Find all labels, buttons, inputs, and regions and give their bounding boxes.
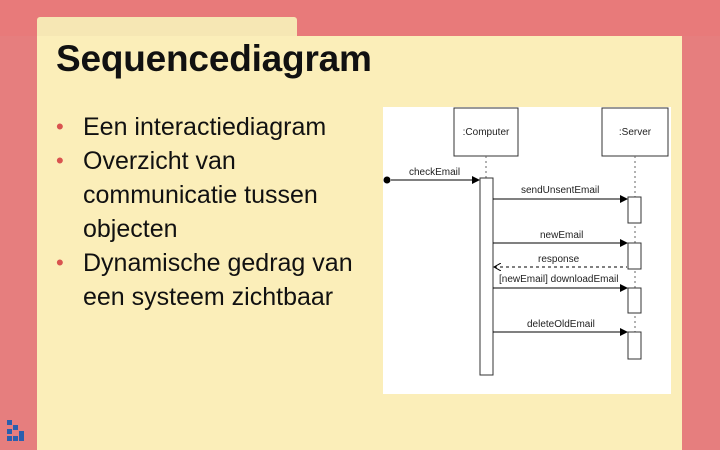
start-point-icon (384, 177, 391, 184)
server-activation (628, 332, 641, 359)
bullet-item (56, 246, 366, 314)
computer-object-label: :Computer (462, 127, 510, 138)
logo-icon (6, 419, 26, 443)
message-label: newEmail (540, 230, 584, 241)
server-object-label: :Server (618, 127, 652, 138)
bullet-dot-icon: • (56, 148, 64, 173)
bullet-text: Een interactiediagram (83, 113, 327, 141)
server-activation (628, 197, 641, 223)
bullet-list (56, 110, 366, 314)
slide-title: Sequencediagram (56, 38, 372, 79)
bullet-dot-icon: • (56, 114, 64, 139)
message-label: sendUnsentEmail (521, 185, 600, 196)
bullet-text: Overzicht van communicatie tussen objecten (83, 147, 318, 243)
message-label: checkEmail (409, 167, 461, 178)
sequence-diagram (383, 107, 671, 394)
server-activation (628, 243, 641, 269)
bullet-item (56, 110, 366, 144)
computer-activation (480, 178, 493, 375)
bullet-text: Dynamische gedrag van een systeem zichtbaar (83, 249, 353, 311)
bullet-item (56, 144, 366, 246)
sequence-diagram-canvas (383, 107, 671, 394)
bullet-dot-icon: • (56, 250, 64, 275)
message-label: deleteOldEmail (527, 319, 595, 330)
message-label: [newEmail] downloadEmail (499, 274, 619, 285)
server-activation (628, 288, 641, 313)
message-label: response (538, 254, 580, 265)
